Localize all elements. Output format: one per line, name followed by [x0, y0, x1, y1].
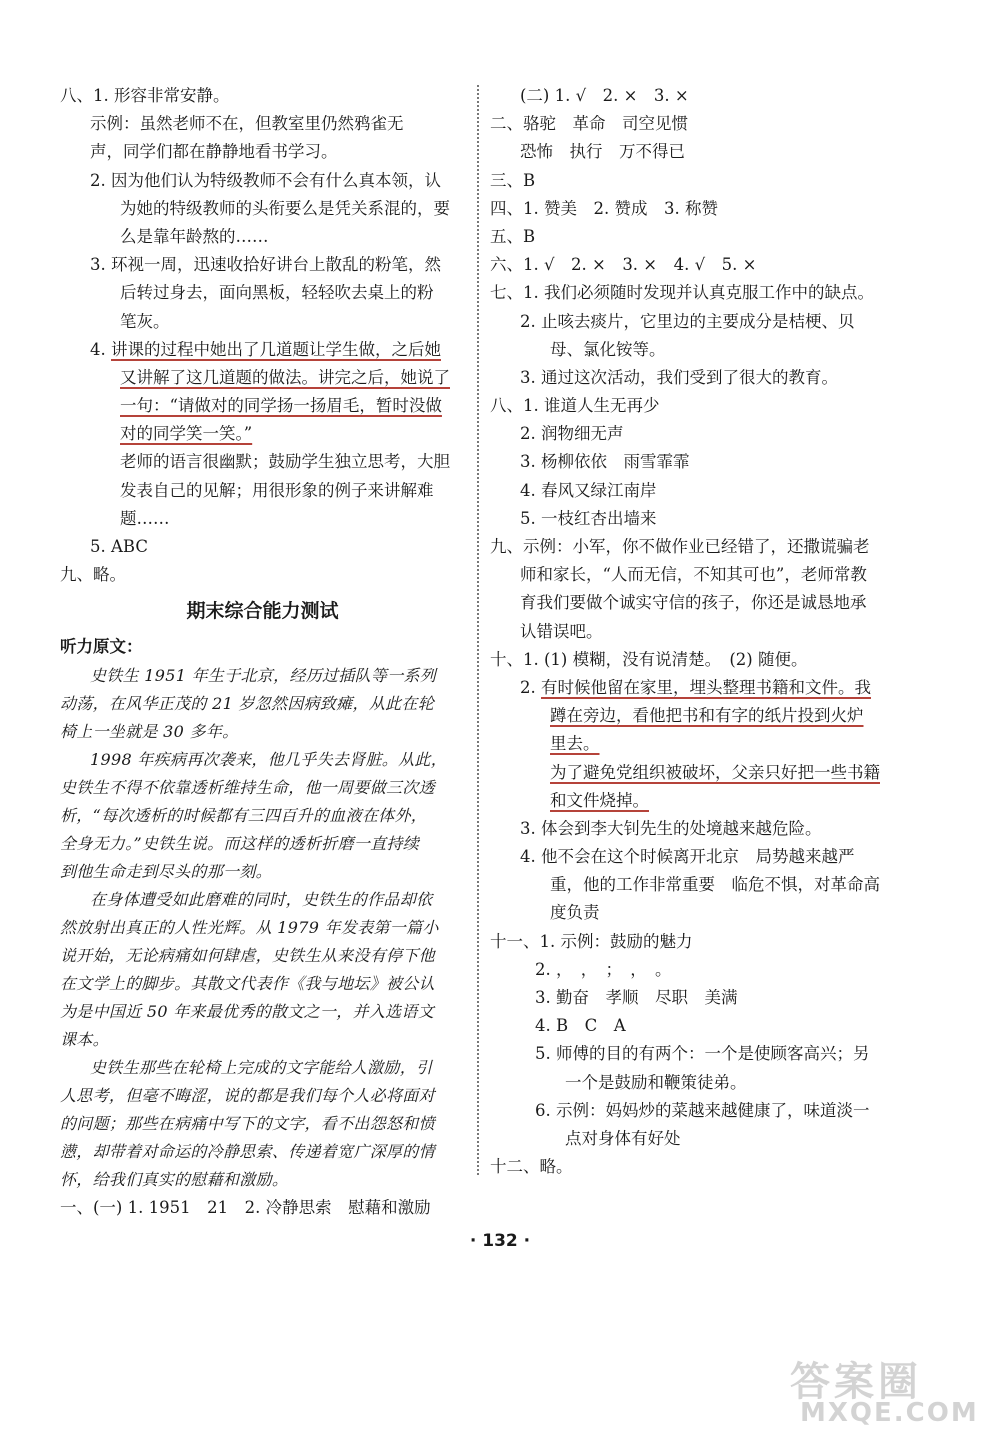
answer-line-text: 3. 勤奋 孝顺 尽职 美满 [535, 988, 738, 1007]
listening-line-text: 史铁生不得不依靠透析维持生命，他一周要做三次透 [60, 777, 435, 797]
answer-line [490, 561, 910, 589]
answer-line [490, 505, 910, 533]
answer-line-text: 七、1. 我们必须随时发现并认真克服工作中的缺点。 [490, 283, 874, 303]
answer-line [490, 251, 910, 279]
listening-line-text: 全身无力。”史铁生说。而这样的透析折磨一直持续 [60, 833, 420, 853]
column-divider [477, 85, 479, 1175]
answer-line-text: 八、1. 谁道人生无再少 [490, 396, 660, 416]
answer-line-text: 度负责 [550, 903, 600, 923]
answer-line [490, 618, 910, 646]
answer-line-text: 6. 示例：妈妈炒的菜越来越健康了，味道淡一 [535, 1100, 870, 1120]
answer-line-text: 后转过身去，面向黑板，轻轻吹去桌上的粉 [120, 283, 434, 303]
watermark-logo [790, 1350, 990, 1440]
listening-line [60, 942, 465, 970]
answer-line [60, 279, 465, 307]
listening-line-text: 在身体遭受如此磨难的同时，史铁生的作品却依 [90, 889, 433, 909]
answer-line-text: 为了避免党组织被破坏，父亲只好把一些书籍 [550, 762, 880, 782]
answer-line-text: 认错误吧。 [520, 621, 603, 641]
answer-line-text: 师和家长，“人而无信，不知其可也”，老师常教 [520, 565, 867, 585]
listening-line [60, 1054, 465, 1082]
listening-line [60, 746, 465, 774]
answer-line-text: 老师的语言很幽默；鼓励学生独立思考，大胆 [120, 452, 450, 472]
answer-line [490, 477, 910, 505]
answer-line-text: 点对身体有好处 [565, 1128, 681, 1148]
answer-line [490, 82, 910, 110]
listening-line [60, 718, 465, 746]
listening-line [60, 1110, 465, 1138]
answer-line [490, 279, 910, 307]
answer-line-text: 3. 环视一周，迅速收拾好讲台上散乱的粉笔，然 [90, 255, 441, 275]
listening-line-text: 怀，给我们真实的慰藉和激励。 [60, 1169, 289, 1189]
answer-line [490, 787, 910, 815]
answer-line [490, 702, 910, 730]
answer-line [60, 448, 465, 476]
answer-line [60, 110, 465, 138]
page-number: · 132 · [469, 1231, 531, 1251]
listening-line-text: 然放射出真正的人性光辉。从 1979 年发表第一篇小 [60, 917, 439, 937]
answer-line-text: 重，他的工作非常重要 临危不惧，对革命高 [550, 875, 880, 895]
listening-line-text: 在文学上的脚步。其散文代表作《我与地坛》被公认 [60, 973, 435, 993]
listening-line-text: 史铁生 1951 年生于北京，经历过插队等一系列 [90, 665, 437, 685]
listening-line-text: 椅上一坐就是 30 多年。 [60, 721, 239, 741]
section-title: 期末综合能力测试 [186, 600, 339, 623]
answer-line-text: 声，同学们都在静静地看书学习。 [90, 142, 338, 162]
answer-line-text: 4. 他不会在这个时候离开北京 局势越来越严 [520, 847, 855, 867]
answer-line [490, 928, 910, 956]
answer-line-text: 2. 因为他们认为特级教师不会有什么真本领，认 [90, 170, 441, 190]
listening-line-text: 动荡，在风华正茂的 21 岁忽然因病致瘫，从此在轮 [60, 693, 435, 713]
answer-line [490, 110, 910, 138]
listening-line [60, 998, 465, 1026]
answer-line [60, 364, 465, 392]
watermark-text: 答案圈 [790, 1359, 922, 1405]
listening-line [60, 774, 465, 802]
listening-line [60, 970, 465, 998]
answer-line [60, 561, 465, 589]
answer-line-text: 2. 润物细无声 [520, 424, 624, 444]
listening-line [60, 690, 465, 718]
listening-line [60, 886, 465, 914]
answer-line [60, 251, 465, 279]
listening-line [60, 1082, 465, 1110]
answer-line-text: 对的同学笑一笑。” [120, 424, 253, 444]
left-column [60, 82, 465, 1222]
answer-line-text: 和文件烧掉。 [550, 790, 649, 810]
answer-line-text: 示例：虽然老师不在，但教室里仍然鸦雀无 [90, 114, 404, 134]
listening-line-text: 1998 年疾病再次袭来，他几乎失去肾脏。从此， [90, 749, 448, 769]
listening-line [60, 802, 465, 830]
answer-line [490, 308, 910, 336]
answer-line-text: 3. 体会到李大钊先生的处境越来越危险。 [520, 818, 822, 838]
listening-line-text: 析，“每次透析的时候都有三四百升的血液在体外， [60, 805, 428, 825]
listening-line-text: 课本。 [60, 1029, 109, 1049]
answer-line-text: 么是靠年龄熬的…… [120, 226, 269, 246]
answer-line [490, 533, 910, 561]
answer-line [490, 589, 910, 617]
answer-line [490, 167, 910, 195]
answer-line [490, 1069, 910, 1097]
listening-line-text: 人思考，但毫不晦涩，说的都是我们每个人必将面对 [60, 1085, 435, 1105]
answer-line-text: 二、骆驼 革命 司空见惯 [490, 114, 688, 134]
listening-line [60, 858, 465, 886]
listening-line-text: 的问题；那些在病痛中写下的文字，看不出怨怒和愤 [60, 1113, 435, 1133]
answer-line [490, 195, 910, 223]
answer-line [60, 223, 465, 251]
answer-line [490, 1040, 910, 1068]
answer-line-text: 题…… [120, 508, 170, 528]
answer-line [490, 899, 910, 927]
answer-line-text: 四、1. 赞美 2. 赞成 3. 称赞 [490, 198, 718, 218]
answer-line [60, 167, 465, 195]
answer-line-text: 有时候他留在家里，埋头整理书籍和文件。我 [541, 677, 871, 697]
answer-line-text: 母、氯化铵等。 [550, 339, 666, 359]
answer-line [490, 364, 910, 392]
listening-line [60, 914, 465, 942]
answer-line [490, 759, 910, 787]
right-column [490, 82, 910, 1181]
answer-line-text: 为她的特级教师的头衔要么是凭关系混的，要 [120, 198, 450, 218]
answer-line-text: 3. 通过这次活动，我们受到了很大的教育。 [520, 367, 838, 387]
answer-line: 一、(一) 1. 1951 21 2. 冷静思索 慰藉和激励 [60, 1197, 431, 1217]
answer-line [490, 138, 910, 166]
answer-line-text: 恐怖 执行 万不得已 [520, 142, 685, 162]
answer-line-text: 3. 杨柳依依 雨雪霏霏 [520, 452, 690, 472]
answer-line [60, 336, 465, 364]
listening-line-text: 说开始，无论病痛如何肆虐，史铁生从来没有停下他 [60, 945, 435, 965]
answer-line [60, 420, 465, 448]
answer-line [490, 843, 910, 871]
answer-line [490, 1012, 910, 1040]
answer-line [490, 1097, 910, 1125]
answer-line-text: 一句：“请做对的同学扬一扬眉毛，暂时没做 [120, 396, 442, 416]
answer-line [60, 505, 465, 533]
watermark-url: MXQE.COM [800, 1398, 979, 1428]
answer-line [60, 477, 465, 505]
listening-line [60, 830, 465, 858]
answer-line [490, 448, 910, 476]
answer-line-number: 4. [90, 339, 111, 359]
listening-line [60, 1166, 465, 1194]
answer-line [490, 984, 910, 1012]
answer-line-text: 十一、1. 示例：鼓励的魅力 [490, 931, 693, 951]
answer-line [490, 1125, 910, 1153]
listening-line [60, 662, 465, 690]
answer-line [60, 308, 465, 336]
answer-line-text: 5. 一枝红杏出墙来 [520, 508, 657, 528]
answer-line-text: (二) 1. √ 2. × 3. × [520, 86, 689, 105]
answer-line [490, 730, 910, 758]
answer-line-text: 十二、略。 [490, 1157, 573, 1177]
answer-line [60, 138, 465, 166]
listening-line-text: 为是中国近 50 年来最优秀的散文之一，并入选语文 [60, 1001, 435, 1021]
answer-line-text: 九、略。 [60, 565, 126, 585]
answer-line-text: 里去。 [550, 734, 600, 754]
answer-line-text: 又讲解了这几道题的做法。讲完之后，她说了 [120, 367, 450, 387]
answer-line-number: 2. [520, 677, 541, 697]
answer-line-text: 5. ABC [90, 537, 148, 556]
answer-line-text: 5. 师傅的目的有两个：一个是使顾客高兴；另 [535, 1044, 870, 1064]
answer-line-text: 4. 春风又绿江南岸 [520, 480, 657, 500]
answer-line [60, 82, 465, 110]
answer-line [490, 392, 910, 420]
listening-line [60, 1026, 465, 1054]
listening-line-text: 懑，却带着对命运的冷静思索、传递着宽广深厚的情 [60, 1141, 435, 1161]
answer-line-text: 三、B [490, 170, 536, 190]
answer-line-text: 发表自己的见解；用很形象的例子来讲解难 [120, 480, 434, 500]
listening-label: 听力原文： [60, 637, 143, 657]
answer-line [490, 871, 910, 899]
answer-line [490, 815, 910, 843]
answer-line [60, 392, 465, 420]
answer-line [490, 223, 910, 251]
answer-line [490, 956, 910, 984]
listening-line [60, 1138, 465, 1166]
answer-line [490, 336, 910, 364]
answer-line-text: 六、1. √ 2. × 3. × 4. √ 5. × [490, 255, 757, 275]
answer-line-text: 讲课的过程中她出了几道题让学生做，之后她 [111, 339, 441, 359]
listening-line-text: 史铁生那些在轮椅上完成的文字能给人激励，引 [90, 1057, 433, 1077]
answer-line-text: 笔灰。 [120, 311, 170, 331]
answer-line-text: 育我们要做个诚实守信的孩子，你还是诚恳地承 [520, 593, 867, 613]
answer-line-text: 2. 止咳去痰片，它里边的主要成分是桔梗、贝 [520, 311, 855, 331]
listening-line-text: 到他生命走到尽头的那一刻。 [60, 861, 272, 881]
answer-line-text: 4. B C A [535, 1016, 626, 1036]
answer-line-text: 九、示例：小军，你不做作业已经错了，还撒谎骗老 [490, 537, 870, 556]
answer-line [490, 674, 910, 702]
answer-line [60, 533, 465, 561]
answer-line-text: 八、1. 形容非常安静。 [60, 86, 230, 105]
answer-line-text: 一个是鼓励和鞭策徒弟。 [565, 1072, 747, 1092]
answer-line [60, 195, 465, 223]
answer-line-text: 2. ， ， ； ， 。 [535, 959, 672, 979]
answer-line [490, 1153, 910, 1181]
answer-line [490, 646, 910, 674]
answer-line-text: 蹲在旁边，看他把书和有字的纸片投到火炉 [550, 706, 864, 726]
answer-line-text: 十、1. (1) 模糊，没有说清楚。 (2) 随便。 [490, 649, 808, 669]
answer-line-text: 五、B [490, 226, 536, 246]
answer-line [490, 420, 910, 448]
